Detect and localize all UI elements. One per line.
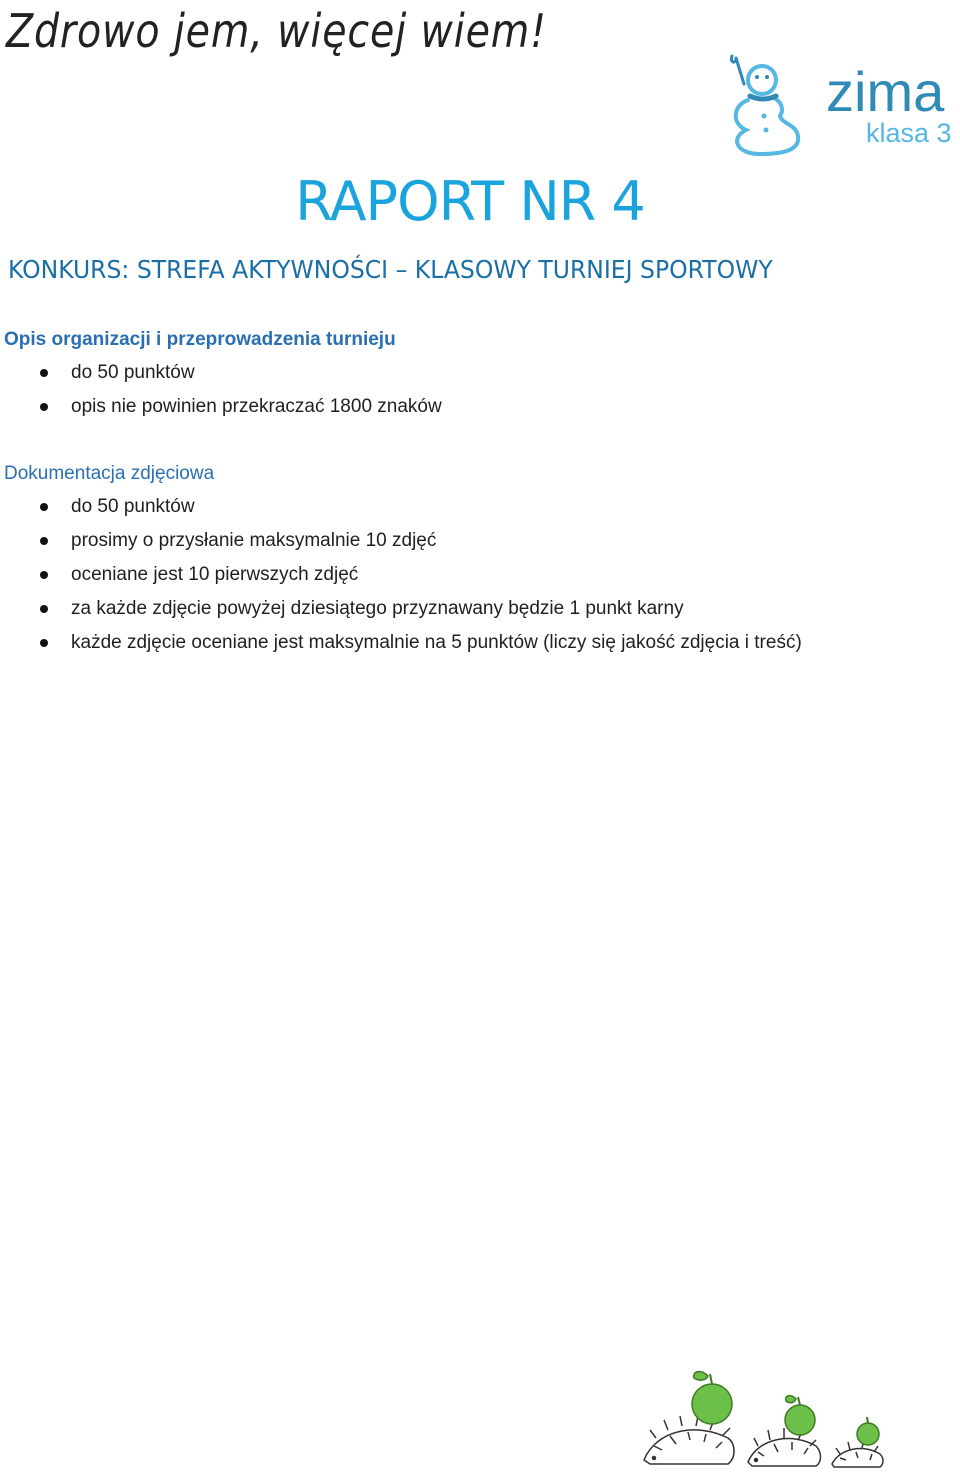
bullet-icon: [40, 403, 48, 411]
zima-logo: [722, 54, 958, 158]
list-item-text: opis nie powinien przekraczać 1800 znaków: [71, 396, 442, 417]
list-item: [4, 562, 802, 596]
hedgehog-illustration: [636, 1360, 886, 1468]
list-item-text: do 50 punktów: [71, 496, 195, 517]
list-item-text: oceniane jest 10 pierwszych zdjęć: [71, 564, 359, 585]
section-photos: [4, 462, 802, 664]
list-item: [4, 630, 802, 664]
section-heading: Dokumentacja zdjęciowa: [4, 463, 215, 484]
list-item: [4, 528, 802, 562]
list-item-text: każde zdjęcie oceniane jest maksymalnie na 5 punktów (liczy się jakość zdjęcia i treść): [71, 632, 802, 653]
list-item: [4, 360, 442, 394]
bullet-icon: [40, 639, 48, 647]
logo-subtitle: klasa 3: [866, 118, 952, 148]
bullet-icon: [40, 605, 48, 613]
logo-word: zima: [826, 60, 945, 123]
brand-title: Zdrowo jem, więcej wiem!: [6, 4, 547, 58]
list-item: [4, 596, 802, 630]
bullet-list: [4, 360, 442, 428]
list-item-text: do 50 punktów: [71, 362, 195, 383]
report-title: RAPORT NR 4: [295, 170, 645, 233]
snowman-icon: [722, 54, 822, 158]
list-item-text: prosimy o przysłanie maksymalnie 10 zdjęć: [71, 530, 437, 551]
list-item: [4, 394, 442, 428]
contest-line: KONKURS: STREFA AKTYWNOŚCI – KLASOWY TURNIEJ SPORTOWY: [8, 255, 773, 284]
bullet-icon: [40, 537, 48, 545]
bullet-icon: [40, 571, 48, 579]
section-heading: Opis organizacji i przeprowadzenia turnieju: [4, 329, 396, 350]
list-item-text: za każde zdjęcie powyżej dziesiątego przyznawany będzie 1 punkt karny: [71, 598, 684, 619]
bullet-icon: [40, 503, 48, 511]
bullet-list: [4, 494, 802, 664]
bullet-icon: [40, 369, 48, 377]
section-tournament: [4, 328, 442, 428]
list-item: [4, 494, 802, 528]
